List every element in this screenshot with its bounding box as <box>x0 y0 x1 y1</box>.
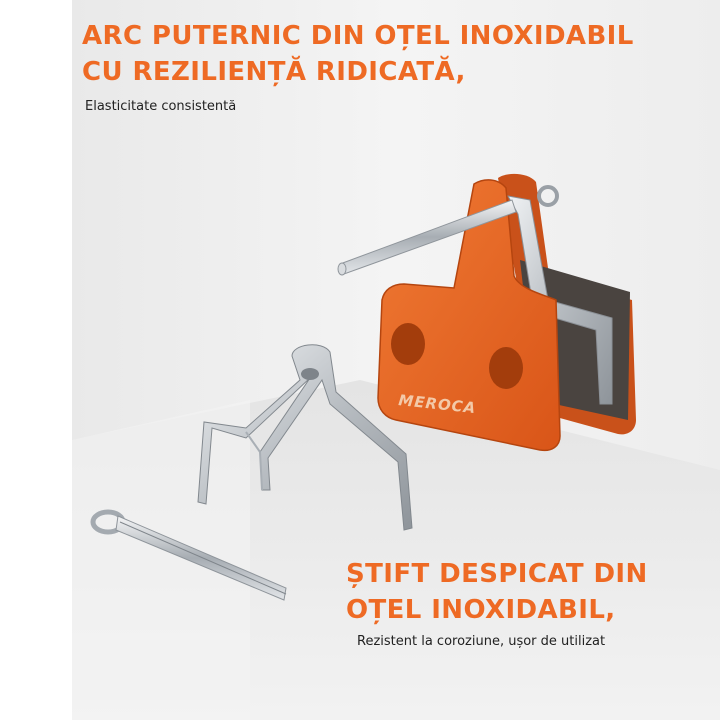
pad-brand-logo: MEROCA <box>397 391 478 418</box>
headline-top-line-1: ARC PUTERNIC DIN OȚEL INOXIDABIL <box>82 21 634 51</box>
caption-bottom: Rezistent la coroziune, ușor de utilizat <box>357 634 606 649</box>
headline-bottom-line-1: ȘTIFT DESPICAT DIN <box>346 559 648 589</box>
headline-top <box>82 18 634 90</box>
headline-bottom-line-2: OȚEL INOXIDABIL, <box>346 595 616 625</box>
headline-top-line-2: CU REZILIENȚĂ RIDICATĂ, <box>82 57 466 87</box>
headline-bottom <box>346 556 648 628</box>
caption-top: Elasticitate consistentă <box>85 99 237 114</box>
